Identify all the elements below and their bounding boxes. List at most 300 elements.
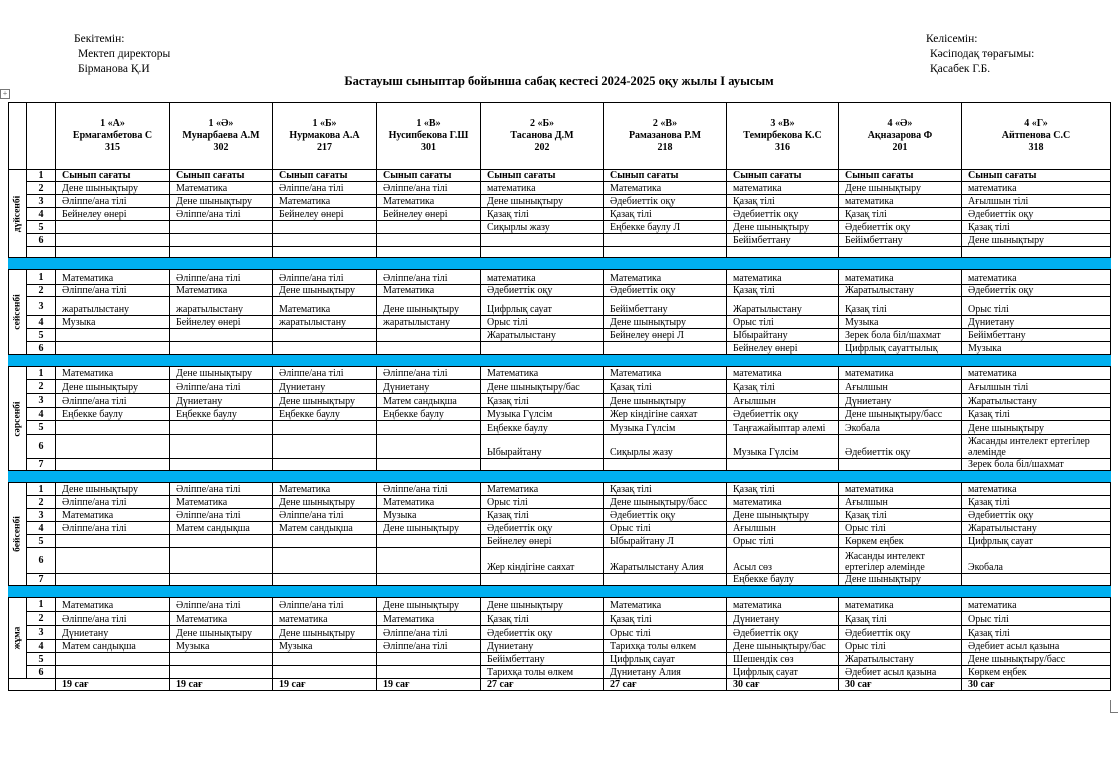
lesson-cell[interactable]: Қазақ тілі <box>727 380 839 394</box>
lesson-cell[interactable]: Қазақ тілі <box>962 496 1111 509</box>
lesson-cell[interactable]: Әліппе/ана тілі <box>377 270 481 285</box>
lesson-cell[interactable]: Математика <box>604 367 727 380</box>
lesson-cell[interactable]: Бейімбеттану <box>604 297 727 316</box>
lesson-cell[interactable]: Жаратылыстану Алия <box>604 548 727 574</box>
lesson-cell[interactable]: Еңбекке баулу <box>481 421 604 435</box>
lesson-cell[interactable] <box>170 574 273 586</box>
lesson-cell[interactable]: математика <box>727 182 839 195</box>
lesson-cell[interactable] <box>170 247 273 258</box>
lesson-cell[interactable]: Орыс тілі <box>604 626 727 640</box>
lesson-cell[interactable]: математика <box>962 182 1111 195</box>
lesson-cell[interactable]: Әліппе/ана тілі <box>170 380 273 394</box>
lesson-cell[interactable]: математика <box>273 612 377 626</box>
lesson-cell[interactable]: Музыка <box>273 640 377 653</box>
lesson-cell[interactable]: Ыбырайтану <box>727 329 839 342</box>
lesson-cell[interactable] <box>273 435 377 459</box>
lesson-cell[interactable] <box>377 535 481 548</box>
lesson-cell[interactable]: Тарихқа толы өлкем <box>481 666 604 679</box>
lesson-cell[interactable] <box>273 342 377 355</box>
lesson-cell[interactable]: жаратылыстану <box>56 297 170 316</box>
lesson-cell[interactable]: жаратылыстану <box>273 316 377 329</box>
lesson-cell[interactable]: Сынып сағаты <box>481 170 604 182</box>
lesson-cell[interactable]: Әдебиеттік оқу <box>604 285 727 297</box>
lesson-cell[interactable]: математика <box>839 598 962 612</box>
lesson-cell[interactable]: Экобала <box>962 548 1111 574</box>
lesson-cell[interactable]: Математика <box>377 612 481 626</box>
lesson-cell[interactable] <box>273 666 377 679</box>
lesson-cell[interactable]: Әліппе/ана тілі <box>56 612 170 626</box>
lesson-cell[interactable]: Цифрлық сауат <box>962 535 1111 548</box>
lesson-cell[interactable]: Жаратылыстану <box>839 653 962 666</box>
lesson-cell[interactable]: Дене шынықтыру <box>377 297 481 316</box>
lesson-cell[interactable] <box>56 421 170 435</box>
lesson-cell[interactable]: Бейімбеттану <box>727 234 839 247</box>
lesson-cell[interactable] <box>273 329 377 342</box>
lesson-cell[interactable] <box>56 221 170 234</box>
lesson-cell[interactable]: Еңбекке баулу <box>727 574 839 586</box>
lesson-cell[interactable]: Сынып сағаты <box>727 170 839 182</box>
lesson-cell[interactable]: Ағылшын тілі <box>962 195 1111 208</box>
lesson-cell[interactable]: Дене шынықтыру <box>481 195 604 208</box>
lesson-cell[interactable]: Музыка <box>56 316 170 329</box>
lesson-cell[interactable] <box>604 459 727 471</box>
lesson-cell[interactable] <box>56 548 170 574</box>
lesson-cell[interactable]: Асыл сөз <box>727 548 839 574</box>
lesson-cell[interactable]: математика <box>839 270 962 285</box>
lesson-cell[interactable] <box>56 574 170 586</box>
lesson-cell[interactable]: Қазақ тілі <box>727 195 839 208</box>
lesson-cell[interactable]: Дене шынықтыру <box>273 626 377 640</box>
lesson-cell[interactable]: Математика <box>273 483 377 496</box>
lesson-cell[interactable]: Матем сандықша <box>170 522 273 535</box>
lesson-cell[interactable]: Дене шынықтыру/бас <box>481 380 604 394</box>
lesson-cell[interactable]: Әліппе/ана тілі <box>56 195 170 208</box>
lesson-cell[interactable] <box>273 535 377 548</box>
lesson-cell[interactable] <box>170 421 273 435</box>
lesson-cell[interactable]: Матем сандықша <box>377 394 481 408</box>
lesson-cell[interactable]: Математика <box>56 367 170 380</box>
lesson-cell[interactable] <box>377 421 481 435</box>
lesson-cell[interactable]: Әдебиеттік оқу <box>481 285 604 297</box>
lesson-cell[interactable]: Жаратылыстану <box>962 394 1111 408</box>
lesson-cell[interactable] <box>481 342 604 355</box>
lesson-cell[interactable] <box>377 666 481 679</box>
lesson-cell[interactable]: Әліппе/ана тілі <box>377 367 481 380</box>
lesson-cell[interactable]: Шешендік сөз <box>727 653 839 666</box>
lesson-cell[interactable]: Әліппе/ана тілі <box>273 270 377 285</box>
lesson-cell[interactable]: Дүниетану <box>377 380 481 394</box>
lesson-cell[interactable]: Әдебиеттік оқу <box>839 626 962 640</box>
lesson-cell[interactable]: Матем сандықша <box>273 522 377 535</box>
lesson-cell[interactable] <box>727 459 839 471</box>
lesson-cell[interactable]: Сынып сағаты <box>839 170 962 182</box>
lesson-cell[interactable]: Әліппе/ана тілі <box>273 182 377 195</box>
lesson-cell[interactable]: Әліппе/ана тілі <box>170 208 273 221</box>
lesson-cell[interactable] <box>604 574 727 586</box>
lesson-cell[interactable]: Қазақ тілі <box>481 394 604 408</box>
lesson-cell[interactable] <box>604 247 727 258</box>
lesson-cell[interactable]: математика <box>962 483 1111 496</box>
lesson-cell[interactable] <box>273 421 377 435</box>
lesson-cell[interactable]: Әдебиеттік оқу <box>839 221 962 234</box>
lesson-cell[interactable]: Орыс тілі <box>727 535 839 548</box>
lesson-cell[interactable]: Математика <box>170 285 273 297</box>
lesson-cell[interactable]: математика <box>839 195 962 208</box>
lesson-cell[interactable]: Дүниетану <box>839 394 962 408</box>
lesson-cell[interactable]: Математика <box>481 367 604 380</box>
lesson-cell[interactable]: Әдебиеттік оқу <box>481 522 604 535</box>
lesson-cell[interactable] <box>377 574 481 586</box>
lesson-cell[interactable]: Көркем еңбек <box>962 666 1111 679</box>
lesson-cell[interactable]: Қазақ тілі <box>727 483 839 496</box>
lesson-cell[interactable]: Сиқырлы жазу <box>604 435 727 459</box>
lesson-cell[interactable] <box>273 548 377 574</box>
lesson-cell[interactable]: Дене шынықтыру <box>481 598 604 612</box>
lesson-cell[interactable]: жаратылыстану <box>170 297 273 316</box>
lesson-cell[interactable]: Дене шынықтыру <box>604 316 727 329</box>
lesson-cell[interactable]: Қазақ тілі <box>481 612 604 626</box>
table-move-handle-icon[interactable]: + <box>0 89 10 99</box>
lesson-cell[interactable] <box>481 234 604 247</box>
lesson-cell[interactable]: Сынып сағаты <box>604 170 727 182</box>
lesson-cell[interactable]: Орыс тілі <box>962 297 1111 316</box>
lesson-cell[interactable] <box>170 234 273 247</box>
lesson-cell[interactable] <box>170 459 273 471</box>
lesson-cell[interactable]: Таңғажайыптар әлемі <box>727 421 839 435</box>
lesson-cell[interactable]: Орыс тілі <box>727 316 839 329</box>
lesson-cell[interactable]: Әліппе/ана тілі <box>273 598 377 612</box>
lesson-cell[interactable]: Жаратылыстану <box>481 329 604 342</box>
lesson-cell[interactable]: Қазақ тілі <box>839 509 962 522</box>
lesson-cell[interactable] <box>962 247 1111 258</box>
lesson-cell[interactable]: Дене шынықтыру <box>170 195 273 208</box>
lesson-cell[interactable]: Математика <box>481 483 604 496</box>
lesson-cell[interactable] <box>481 459 604 471</box>
lesson-cell[interactable]: Музыка <box>377 509 481 522</box>
lesson-cell[interactable]: Математика <box>170 612 273 626</box>
lesson-cell[interactable]: Қазақ тілі <box>604 612 727 626</box>
lesson-cell[interactable] <box>56 653 170 666</box>
lesson-cell[interactable] <box>56 435 170 459</box>
lesson-cell[interactable] <box>727 247 839 258</box>
lesson-cell[interactable] <box>56 329 170 342</box>
lesson-cell[interactable]: Сынып сағаты <box>170 170 273 182</box>
lesson-cell[interactable]: Музыка Гүлсім <box>481 408 604 421</box>
lesson-cell[interactable]: Еңбекке баулу <box>170 408 273 421</box>
lesson-cell[interactable]: Сиқырлы жазу <box>481 221 604 234</box>
lesson-cell[interactable]: Әліппе/ана тілі <box>56 394 170 408</box>
lesson-cell[interactable] <box>604 342 727 355</box>
lesson-cell[interactable]: Дене шынықтыру <box>727 221 839 234</box>
lesson-cell[interactable]: Дене шынықтыру/басс <box>604 496 727 509</box>
lesson-cell[interactable]: Қазақ тілі <box>839 297 962 316</box>
lesson-cell[interactable]: Дене шынықтыру/басс <box>839 408 962 421</box>
lesson-cell[interactable]: Дене шынықтыру <box>56 380 170 394</box>
lesson-cell[interactable]: математика <box>962 270 1111 285</box>
lesson-cell[interactable]: Математика <box>273 297 377 316</box>
lesson-cell[interactable]: Дене шынықтыру <box>727 509 839 522</box>
lesson-cell[interactable]: Әдебиеттік оқу <box>727 626 839 640</box>
lesson-cell[interactable]: Жаратылыстану <box>839 285 962 297</box>
lesson-cell[interactable] <box>170 342 273 355</box>
lesson-cell[interactable]: Ағылшын <box>839 496 962 509</box>
lesson-cell[interactable]: Дене шынықтыру <box>273 394 377 408</box>
lesson-cell[interactable]: Жер кіндігіне саяхат <box>481 548 604 574</box>
lesson-cell[interactable]: Дене шынықтыру <box>56 182 170 195</box>
lesson-cell[interactable] <box>56 535 170 548</box>
lesson-cell[interactable]: Цифрлық сауаттылық <box>839 342 962 355</box>
lesson-cell[interactable]: Математика <box>56 598 170 612</box>
lesson-cell[interactable]: Әліппе/ана тілі <box>170 483 273 496</box>
lesson-cell[interactable]: Әліппе/ана тілі <box>170 509 273 522</box>
lesson-cell[interactable] <box>377 548 481 574</box>
lesson-cell[interactable]: Дене шынықтыру <box>377 522 481 535</box>
lesson-cell[interactable]: Қазақ тілі <box>839 208 962 221</box>
lesson-cell[interactable]: Музыка Гүлсім <box>604 421 727 435</box>
lesson-cell[interactable]: Цифрлық сауат <box>604 653 727 666</box>
lesson-cell[interactable]: Дене шынықтыру <box>839 182 962 195</box>
lesson-cell[interactable]: Дене шынықтыру/бас <box>727 640 839 653</box>
lesson-cell[interactable]: Бейнелеу өнері <box>56 208 170 221</box>
lesson-cell[interactable]: Қазақ тілі <box>727 285 839 297</box>
lesson-cell[interactable]: Орыс тілі <box>604 522 727 535</box>
lesson-cell[interactable] <box>273 221 377 234</box>
lesson-cell[interactable]: Дене шынықтыру <box>604 394 727 408</box>
lesson-cell[interactable]: Әліппе/ана тілі <box>56 496 170 509</box>
lesson-cell[interactable]: Тарихқа толы өлкем <box>604 640 727 653</box>
lesson-cell[interactable]: Әдебиеттік оқу <box>962 509 1111 522</box>
lesson-cell[interactable]: Ыбырайтану Л <box>604 535 727 548</box>
lesson-cell[interactable]: Жаратылыстану <box>727 297 839 316</box>
lesson-cell[interactable]: Ағылшын <box>727 522 839 535</box>
lesson-cell[interactable]: Дене шынықтыру <box>377 598 481 612</box>
lesson-cell[interactable] <box>273 653 377 666</box>
lesson-cell[interactable]: Математика <box>273 195 377 208</box>
lesson-cell[interactable]: Әдебиеттік оқу <box>727 408 839 421</box>
lesson-cell[interactable] <box>962 574 1111 586</box>
lesson-cell[interactable]: жаратылыстану <box>377 316 481 329</box>
lesson-cell[interactable]: Дене шынықтыру <box>56 483 170 496</box>
lesson-cell[interactable] <box>273 459 377 471</box>
lesson-cell[interactable]: Бейнелеу өнері <box>727 342 839 355</box>
lesson-cell[interactable]: Математика <box>377 285 481 297</box>
lesson-cell[interactable]: Музыка <box>839 316 962 329</box>
lesson-cell[interactable]: Әліппе/ана тілі <box>377 640 481 653</box>
lesson-cell[interactable]: Бейнелеу өнері Л <box>604 329 727 342</box>
lesson-cell[interactable]: Ағылшын <box>727 394 839 408</box>
lesson-cell[interactable]: Жасанды интелект ертегілер әлемінде <box>839 548 962 574</box>
lesson-cell[interactable]: Дене шынықтыру <box>273 285 377 297</box>
lesson-cell[interactable]: Дүниетану <box>170 394 273 408</box>
lesson-cell[interactable]: Бейнелеу өнері <box>481 535 604 548</box>
lesson-cell[interactable] <box>839 459 962 471</box>
lesson-cell[interactable]: Қазақ тілі <box>962 221 1111 234</box>
lesson-cell[interactable]: математика <box>839 483 962 496</box>
lesson-cell[interactable]: Әдебиеттік оқу <box>727 208 839 221</box>
lesson-cell[interactable]: Әдебиет асыл қазына <box>962 640 1111 653</box>
lesson-cell[interactable]: Экобала <box>839 421 962 435</box>
lesson-cell[interactable]: Сынып сағаты <box>962 170 1111 182</box>
lesson-cell[interactable]: Әліппе/ана тілі <box>273 367 377 380</box>
lesson-cell[interactable]: Қазақ тілі <box>962 408 1111 421</box>
lesson-cell[interactable] <box>56 342 170 355</box>
lesson-cell[interactable]: Дүниетану <box>56 626 170 640</box>
lesson-cell[interactable]: Дүниетану <box>481 640 604 653</box>
lesson-cell[interactable] <box>56 234 170 247</box>
lesson-cell[interactable] <box>170 666 273 679</box>
lesson-cell[interactable] <box>56 247 170 258</box>
lesson-cell[interactable]: Қазақ тілі <box>481 208 604 221</box>
lesson-cell[interactable] <box>377 459 481 471</box>
lesson-cell[interactable] <box>170 535 273 548</box>
lesson-cell[interactable]: Еңбекке баулу <box>273 408 377 421</box>
lesson-cell[interactable]: Еңбекке баулу Л <box>604 221 727 234</box>
lesson-cell[interactable]: Бейімбеттану <box>962 329 1111 342</box>
lesson-cell[interactable]: Дене шынықтыру <box>839 574 962 586</box>
lesson-cell[interactable]: Математика <box>604 270 727 285</box>
lesson-cell[interactable]: Матем сандықша <box>56 640 170 653</box>
lesson-cell[interactable] <box>377 342 481 355</box>
lesson-cell[interactable]: Цифрлық сауат <box>727 666 839 679</box>
lesson-cell[interactable]: Сынып сағаты <box>56 170 170 182</box>
lesson-cell[interactable] <box>170 435 273 459</box>
lesson-cell[interactable] <box>481 247 604 258</box>
lesson-cell[interactable]: Математика <box>170 182 273 195</box>
lesson-cell[interactable]: Жаратылыстану <box>962 522 1111 535</box>
lesson-cell[interactable]: Әліппе/ана тілі <box>170 270 273 285</box>
lesson-cell[interactable]: Әліппе/ана тілі <box>273 509 377 522</box>
lesson-cell[interactable] <box>56 666 170 679</box>
lesson-cell[interactable]: Қазақ тілі <box>481 509 604 522</box>
lesson-cell[interactable]: Математика <box>604 182 727 195</box>
lesson-cell[interactable]: Әдебиеттік оқу <box>962 208 1111 221</box>
lesson-cell[interactable]: математика <box>727 367 839 380</box>
lesson-cell[interactable]: Математика <box>56 509 170 522</box>
lesson-cell[interactable] <box>377 329 481 342</box>
lesson-cell[interactable]: Орыс тілі <box>839 522 962 535</box>
lesson-cell[interactable] <box>170 329 273 342</box>
lesson-cell[interactable]: Математика <box>377 195 481 208</box>
lesson-cell[interactable]: математика <box>962 598 1111 612</box>
lesson-cell[interactable] <box>377 435 481 459</box>
lesson-cell[interactable]: Әліппе/ана тілі <box>56 522 170 535</box>
lesson-cell[interactable]: Әдебиеттік оқу <box>962 285 1111 297</box>
lesson-cell[interactable]: математика <box>839 367 962 380</box>
lesson-cell[interactable]: Бейімбеттану <box>839 234 962 247</box>
lesson-cell[interactable]: Жасанды интелект ертегілер әлемінде <box>962 435 1111 459</box>
lesson-cell[interactable]: Қазақ тілі <box>604 208 727 221</box>
lesson-cell[interactable]: Әліппе/ана тілі <box>377 626 481 640</box>
lesson-cell[interactable] <box>377 247 481 258</box>
lesson-cell[interactable]: Орыс тілі <box>839 640 962 653</box>
lesson-cell[interactable]: Әдебиеттік оқу <box>839 435 962 459</box>
lesson-cell[interactable] <box>839 247 962 258</box>
lesson-cell[interactable]: Жер кіндігіне саяхат <box>604 408 727 421</box>
lesson-cell[interactable]: Математика <box>56 270 170 285</box>
lesson-cell[interactable]: математика <box>727 496 839 509</box>
lesson-cell[interactable]: Дене шынықтыру <box>170 367 273 380</box>
lesson-cell[interactable]: Дүниетану <box>962 316 1111 329</box>
lesson-cell[interactable]: Бейнелеу өнері <box>170 316 273 329</box>
lesson-cell[interactable]: Бейнелеу өнері <box>377 208 481 221</box>
lesson-cell[interactable]: Цифрлық сауат <box>481 297 604 316</box>
lesson-cell[interactable]: Дене шынықтыру <box>962 234 1111 247</box>
lesson-cell[interactable]: Әліппе/ана тілі <box>170 598 273 612</box>
lesson-cell[interactable]: Әдебиет асыл қазына <box>839 666 962 679</box>
lesson-number: 6 <box>27 234 56 247</box>
lesson-cell[interactable]: Зерек бола біл/шахмат <box>839 329 962 342</box>
lesson-cell[interactable]: Дүниетану Алия <box>604 666 727 679</box>
lesson-cell[interactable]: Сынып сағаты <box>273 170 377 182</box>
lesson-cell[interactable]: Сынып сағаты <box>377 170 481 182</box>
lesson-cell[interactable]: Математика <box>604 598 727 612</box>
lesson-cell[interactable] <box>56 459 170 471</box>
lesson-cell[interactable]: Әдебиеттік оқу <box>481 626 604 640</box>
lesson-cell[interactable] <box>170 221 273 234</box>
lesson-cell[interactable] <box>481 574 604 586</box>
lesson-cell[interactable]: Бейнелеу өнері <box>273 208 377 221</box>
lesson-cell[interactable] <box>273 234 377 247</box>
lesson-cell[interactable]: Еңбекке баулу <box>56 408 170 421</box>
lesson-cell[interactable]: математика <box>727 598 839 612</box>
lesson-cell[interactable] <box>273 247 377 258</box>
lesson-cell[interactable]: Әдебиеттік оқу <box>604 195 727 208</box>
day-separator <box>9 471 1111 483</box>
lesson-cell[interactable]: Орыс тілі <box>481 496 604 509</box>
lesson-cell[interactable] <box>604 234 727 247</box>
lesson-cell[interactable]: математика <box>727 270 839 285</box>
lesson-cell[interactable]: Зерек бола біл/шахмат <box>962 459 1111 471</box>
lesson-cell[interactable] <box>170 548 273 574</box>
lesson-cell[interactable]: Көркем еңбек <box>839 535 962 548</box>
lesson-cell[interactable]: Орыс тілі <box>962 612 1111 626</box>
lesson-cell[interactable]: Музыка <box>170 640 273 653</box>
lesson-cell[interactable]: Әліппе/ана тілі <box>377 182 481 195</box>
lesson-cell[interactable] <box>273 574 377 586</box>
lesson-cell[interactable]: Ыбырайтану <box>481 435 604 459</box>
lesson-cell[interactable]: Дене шынықтыру <box>962 421 1111 435</box>
lesson-cell[interactable]: Музыка <box>962 342 1111 355</box>
lesson-cell[interactable]: Қазақ тілі <box>604 380 727 394</box>
lesson-cell[interactable]: Орыс тілі <box>481 316 604 329</box>
lesson-cell[interactable] <box>377 653 481 666</box>
lesson-cell[interactable]: Ағылшын <box>839 380 962 394</box>
lesson-cell[interactable] <box>377 234 481 247</box>
lesson-cell[interactable]: Бейімбеттану <box>481 653 604 666</box>
lesson-cell[interactable]: Математика <box>170 496 273 509</box>
lesson-cell[interactable]: математика <box>481 270 604 285</box>
lesson-cell[interactable] <box>170 653 273 666</box>
lesson-cell[interactable]: Әліппе/ана тілі <box>377 483 481 496</box>
lesson-cell[interactable]: Ағылшын тілі <box>962 380 1111 394</box>
lesson-cell[interactable]: Еңбекке баулу <box>377 408 481 421</box>
lesson-cell[interactable]: Қазақ тілі <box>839 612 962 626</box>
lesson-cell[interactable]: Дене шынықтыру/басс <box>962 653 1111 666</box>
lesson-cell[interactable]: Әліппе/ана тілі <box>56 285 170 297</box>
lesson-cell[interactable]: Әдебиеттік оқу <box>604 509 727 522</box>
lesson-cell[interactable]: Музыка Гүлсім <box>727 435 839 459</box>
lesson-cell[interactable]: Дүниетану <box>273 380 377 394</box>
lesson-cell[interactable]: математика <box>962 367 1111 380</box>
lesson-cell[interactable]: Дүниетану <box>727 612 839 626</box>
lesson-cell[interactable]: Математика <box>377 496 481 509</box>
lesson-cell[interactable] <box>377 221 481 234</box>
lesson-cell[interactable]: Қазақ тілі <box>604 483 727 496</box>
lesson-cell[interactable]: Қазақ тілі <box>962 626 1111 640</box>
lesson-cell[interactable]: Дене шынықтыру <box>170 626 273 640</box>
lesson-cell[interactable]: Дене шынықтыру <box>273 496 377 509</box>
lesson-cell[interactable]: математика <box>481 182 604 195</box>
